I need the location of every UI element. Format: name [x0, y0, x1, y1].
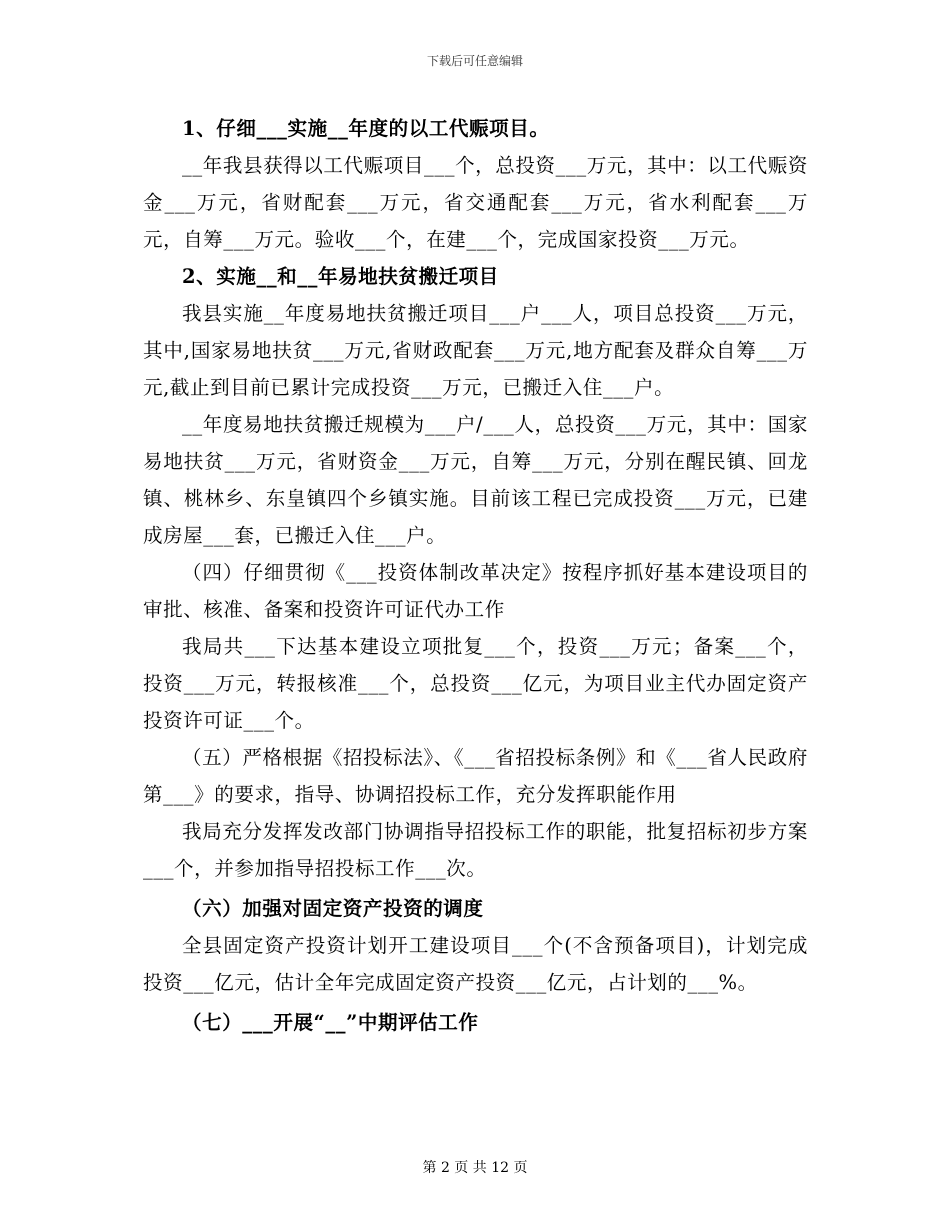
- document-body: [143, 110, 808, 1041]
- page-header: 下载后可任意编辑: [426, 54, 523, 68]
- paragraph-approvals: 我局共___下达基本建设立项批复___个，投资___万元；备案___个，投资___万元，转报核准___个，总投资___亿元，为项目业主代办固定资产投资许可证___个。: [143, 635, 808, 732]
- section-heading-1: 1、仔细___实施__年度的以工代赈项目。: [182, 117, 550, 140]
- section-heading-6: （六）加强对固定资产投资的调度: [182, 897, 484, 920]
- paragraph-relocation-current: 我县实施__年度易地扶贫搬迁项目___户___人，项目总投资___万元，其中,国家易地扶贫___万元,省财政配套___万元,地方配套及群众自筹___万元,截止到目前已累计完成投资___万元，已搬迁入住___户。: [143, 302, 808, 399]
- section-heading-4: （四）仔细贯彻《___投资体制改革决定》按程序抓好基本建设项目的审批、核准、备案和投资许可证代办工作: [143, 561, 808, 621]
- section-heading-7: （七）___开展“__”中期评估工作: [182, 1011, 479, 1034]
- paragraph-relocation-scale: __年度易地扶贫搬迁规模为___户/___人，总投资___万元，其中：国家易地扶贫___万元，省财资金___万元，自筹___万元，分别在醒民镇、回龙镇、桃林乡、东皇镇四个乡镇实施。目前该工程已完成投资___万元，已建成房屋___套，已搬迁入住___户。: [143, 413, 808, 547]
- page-number: 第 2 页 共 12 页: [422, 1160, 528, 1176]
- paragraph-work-relief: __年我县获得以工代赈项目___个，总投资___万元，其中：以工代赈资金___万元，省财配套___万元，省交通配套___万元，省水利配套___万元，自筹___万元。验收___个，在建___个，完成国家投资___万元。: [143, 154, 808, 251]
- section-heading-2: 2、实施__和__年易地扶贫搬迁项目: [182, 265, 499, 288]
- section-heading-5: （五）严格根据《招投标法》、《___省招投标条例》和《___省人民政府第___》的要求，指导、协调招投标工作，充分发挥职能作用: [143, 746, 808, 806]
- paragraph-fixed-assets: 全县固定资产投资计划开工建设项目___个(不含预备项目)，计划完成投资___亿元，估计全年完成固定资产投资___亿元，占计划的___%。: [143, 934, 808, 994]
- paragraph-bidding: 我局充分发挥发改部门协调指导招投标工作的职能，批复招标初步方案___个，并参加指导招投标工作___次。: [143, 820, 808, 880]
